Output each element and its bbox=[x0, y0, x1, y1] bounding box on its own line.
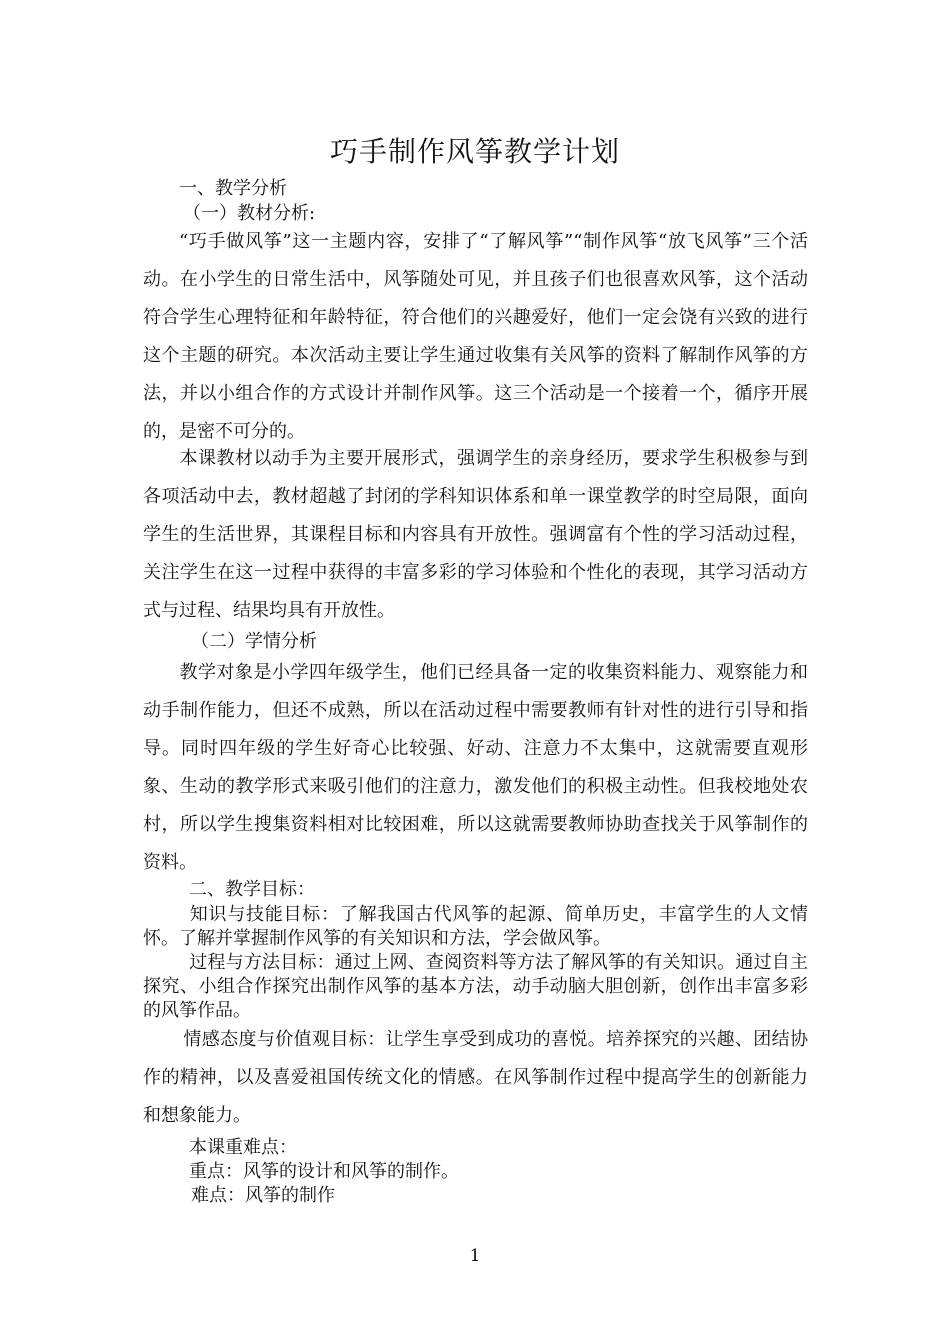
section-heading-analysis: 一、教学分析 bbox=[179, 178, 287, 199]
difficult-point: 难点：风筝的制作 bbox=[191, 1185, 335, 1206]
paragraph-textbook-1: “巧手做风筝”这一主题内容，安排了“了解风筝”“制作风筝“放飞风筝”三个活动。在小学生的日常生活中，风筝随处可见，并且孩子们也很喜欢风筝，这个活动符合学生心理特征和年龄特征，符合他们的兴趣爱好，他们一定会饶有兴致的进行这个主题的研究。本次活动主要让学生通过收集有关风筝的资料了解制作风筝的方法，并以小组合作的方式设计并制作风筝。这三个活动是一个接着一个，循序开展的，是密不可分的。 bbox=[143, 231, 808, 442]
subsection-heading-textbook: （一）教材分析: bbox=[183, 203, 316, 224]
subsection-heading-students: （二）学情分析 bbox=[191, 631, 317, 652]
goal-process-method: 过程与方法目标：通过上网、查阅资料等方法了解风筝的有关知识。通过自主探究、小组合作探究出制作风筝的基本方法，动手动脑大胆创新，创作出丰富多彩的风筝作品。 bbox=[143, 952, 808, 1021]
goal-emotion-values: 情感态度与价值观目标：让学生享受到成功的喜悦。培养探究的兴趣、团结协作的精神，以及喜爱祖国传统文化的情感。在风筝制作过程中提高学生的创新能力和想象能力。 bbox=[143, 1029, 808, 1126]
section-heading-goals: 二、教学目标： bbox=[189, 879, 315, 900]
paragraph-students: 教学对象是小学四年级学生，他们已经具备一定的收集资料能力、观察能力和动手制作能力，但还不成熟，所以在活动过程中需要教师有针对性的进行引导和指导。同时四年级的学生好奇心比较强、好动、注意力不太集中，这就需要直观形象、生动的教学形式来吸引他们的注意力，激发他们的积极主动性。但我校地处农村，所以学生搜集资料相对比较困难，所以这就需要教师协助查找关于风筝制作的资料。 bbox=[143, 662, 808, 873]
page-number: 1 bbox=[469, 1246, 481, 1266]
goal-knowledge-skills: 知识与技能目标：了解我国古代风筝的起源、简单历史，丰富学生的人文情怀。了解并掌握制作风筝的有关知识和方法，学会做风筝。 bbox=[143, 904, 808, 949]
paragraph-textbook-2: 本课教材以动手为主要开展形式，强调学生的亲身经历，要求学生积极参与到各项活动中去，教材超越了封闭的学科知识体系和单一课堂教学的时空局限，面向学生的生活世界，其课程目标和内容具有开放性。强调富有个性的学习活动过程，关注学生在这一过程中获得的丰富多彩的学习体验和个性化的表现，其学习活动方式与过程、结果均具有开放性。 bbox=[143, 448, 808, 621]
key-point: 重点：风筝的设计和风筝的制作。 bbox=[189, 1161, 459, 1182]
keypoints-heading: 本课重难点： bbox=[189, 1137, 297, 1158]
document-title: 巧手制作风筝教学计划 bbox=[329, 135, 620, 168]
